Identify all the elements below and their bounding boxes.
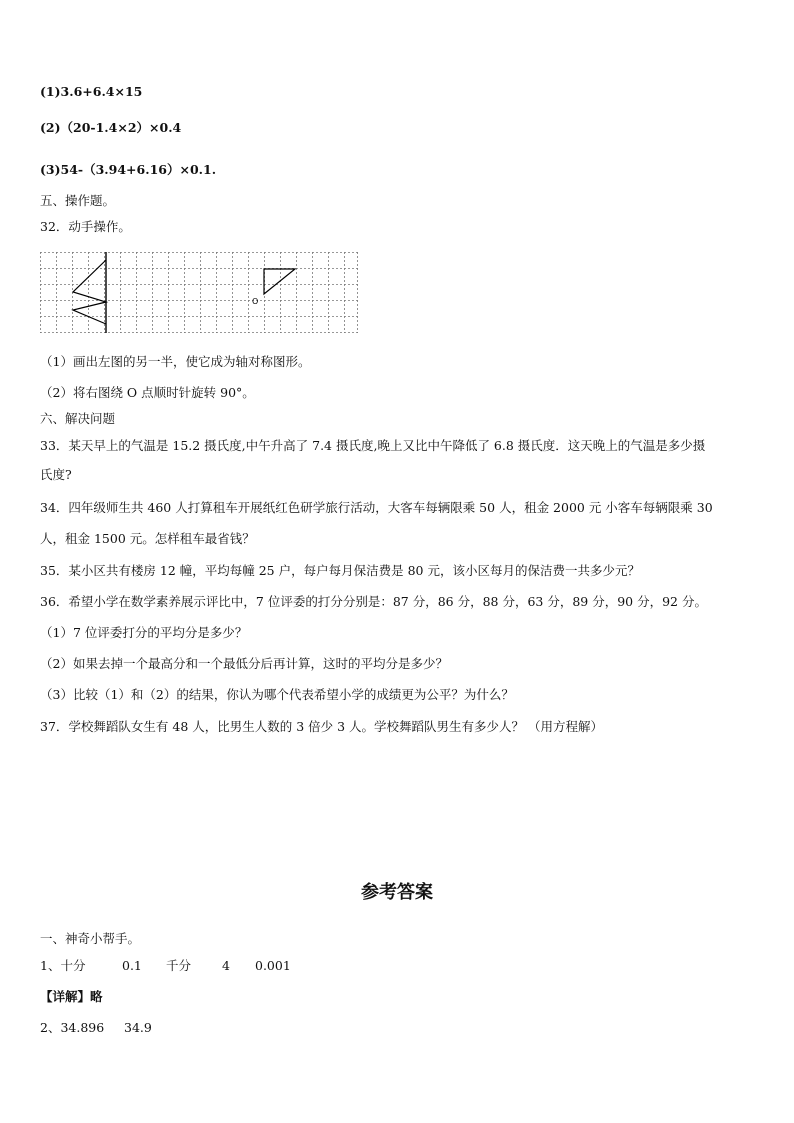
- question-32-part-1: （1）画出左图的另一半，使它成为轴对称图形。: [40, 354, 311, 369]
- answer-1-item: 4: [222, 958, 230, 973]
- answer-1-item: 1、十分: [40, 958, 86, 973]
- answer-1-item: 0.1: [122, 958, 142, 973]
- section-5-heading: 五、操作题。: [40, 193, 116, 208]
- answer-section-1-heading: 一、神奇小帮手。: [40, 931, 141, 946]
- point-o-label: O: [252, 297, 259, 306]
- answer-1: [40, 958, 291, 974]
- section-6-heading: 六、解决问题: [40, 411, 116, 426]
- question-36: 36．希望小学在数学素养展示评比中，7 位评委的打分分别是：87 分，86 分，88 分，63 分，89 分，90 分，92 分。: [40, 594, 707, 609]
- question-37: 37．学校舞蹈队女生有 48 人，比男生人数的 3 倍少 3 人。学校舞蹈队男生有多少人？ （用方程解）: [40, 719, 604, 734]
- answer-2-item: 34.9: [124, 1020, 152, 1035]
- answer-2-item: 2、34.896: [40, 1020, 105, 1035]
- answer-1-item: 千分: [166, 958, 192, 973]
- question-32-part-2: （2）将右图绕 O 点顺时针旋转 90°。: [40, 385, 255, 400]
- left-half-figure: [73, 260, 106, 324]
- question-34-line-2: 人，租金 1500 元。怎样租车最省钱？: [40, 531, 255, 546]
- answer-1-item: 0.001: [255, 958, 291, 973]
- question-34-line-1: 34．四年级师生共 460 人打算租车开展纸红色研学旅行活动，大客车每辆限乘 50 人，租金 2000 元 小客车每辆限乘 30: [40, 500, 713, 515]
- expression-2: (2)（20-1.4×2）×0.4: [40, 120, 182, 135]
- question-36-part-3: （3）比较（1）和（2）的结果，你认为哪个代表希望小学的成绩更为公平？为什么？: [40, 687, 514, 702]
- rotation-triangle: [264, 269, 295, 294]
- question-33-line-1: 33．某天早上的气温是 15.2 摄氏度,中午升高了 7.4 摄氏度,晚上又比中午降低了 6.8 摄氏度．这天晚上的气温是多少摄: [40, 438, 706, 453]
- operation-grid: [40, 252, 360, 338]
- answer-1-detail: 【详解】略: [40, 989, 103, 1004]
- expression-3: (3)54-（3.94+6.16）×0.1.: [40, 162, 217, 177]
- expression-1: (1)3.6+6.4×15: [40, 84, 143, 99]
- question-36-part-1: （1）7 位评委打分的平均分是多少？: [40, 625, 248, 640]
- question-36-part-2: （2）如果去掉一个最高分和一个最低分后再计算，这时的平均分是多少？: [40, 656, 448, 671]
- answer-key-title: 参考答案: [361, 882, 433, 903]
- answer-2: [40, 1020, 152, 1036]
- question-33-line-2: 氏度?: [40, 467, 72, 482]
- question-35: 35．某小区共有楼房 12 幢，平均每幢 25 户，每户每月保洁费是 80 元，该小区每月的保洁费一共多少元？: [40, 563, 640, 578]
- question-32: 32．动手操作。: [40, 219, 131, 234]
